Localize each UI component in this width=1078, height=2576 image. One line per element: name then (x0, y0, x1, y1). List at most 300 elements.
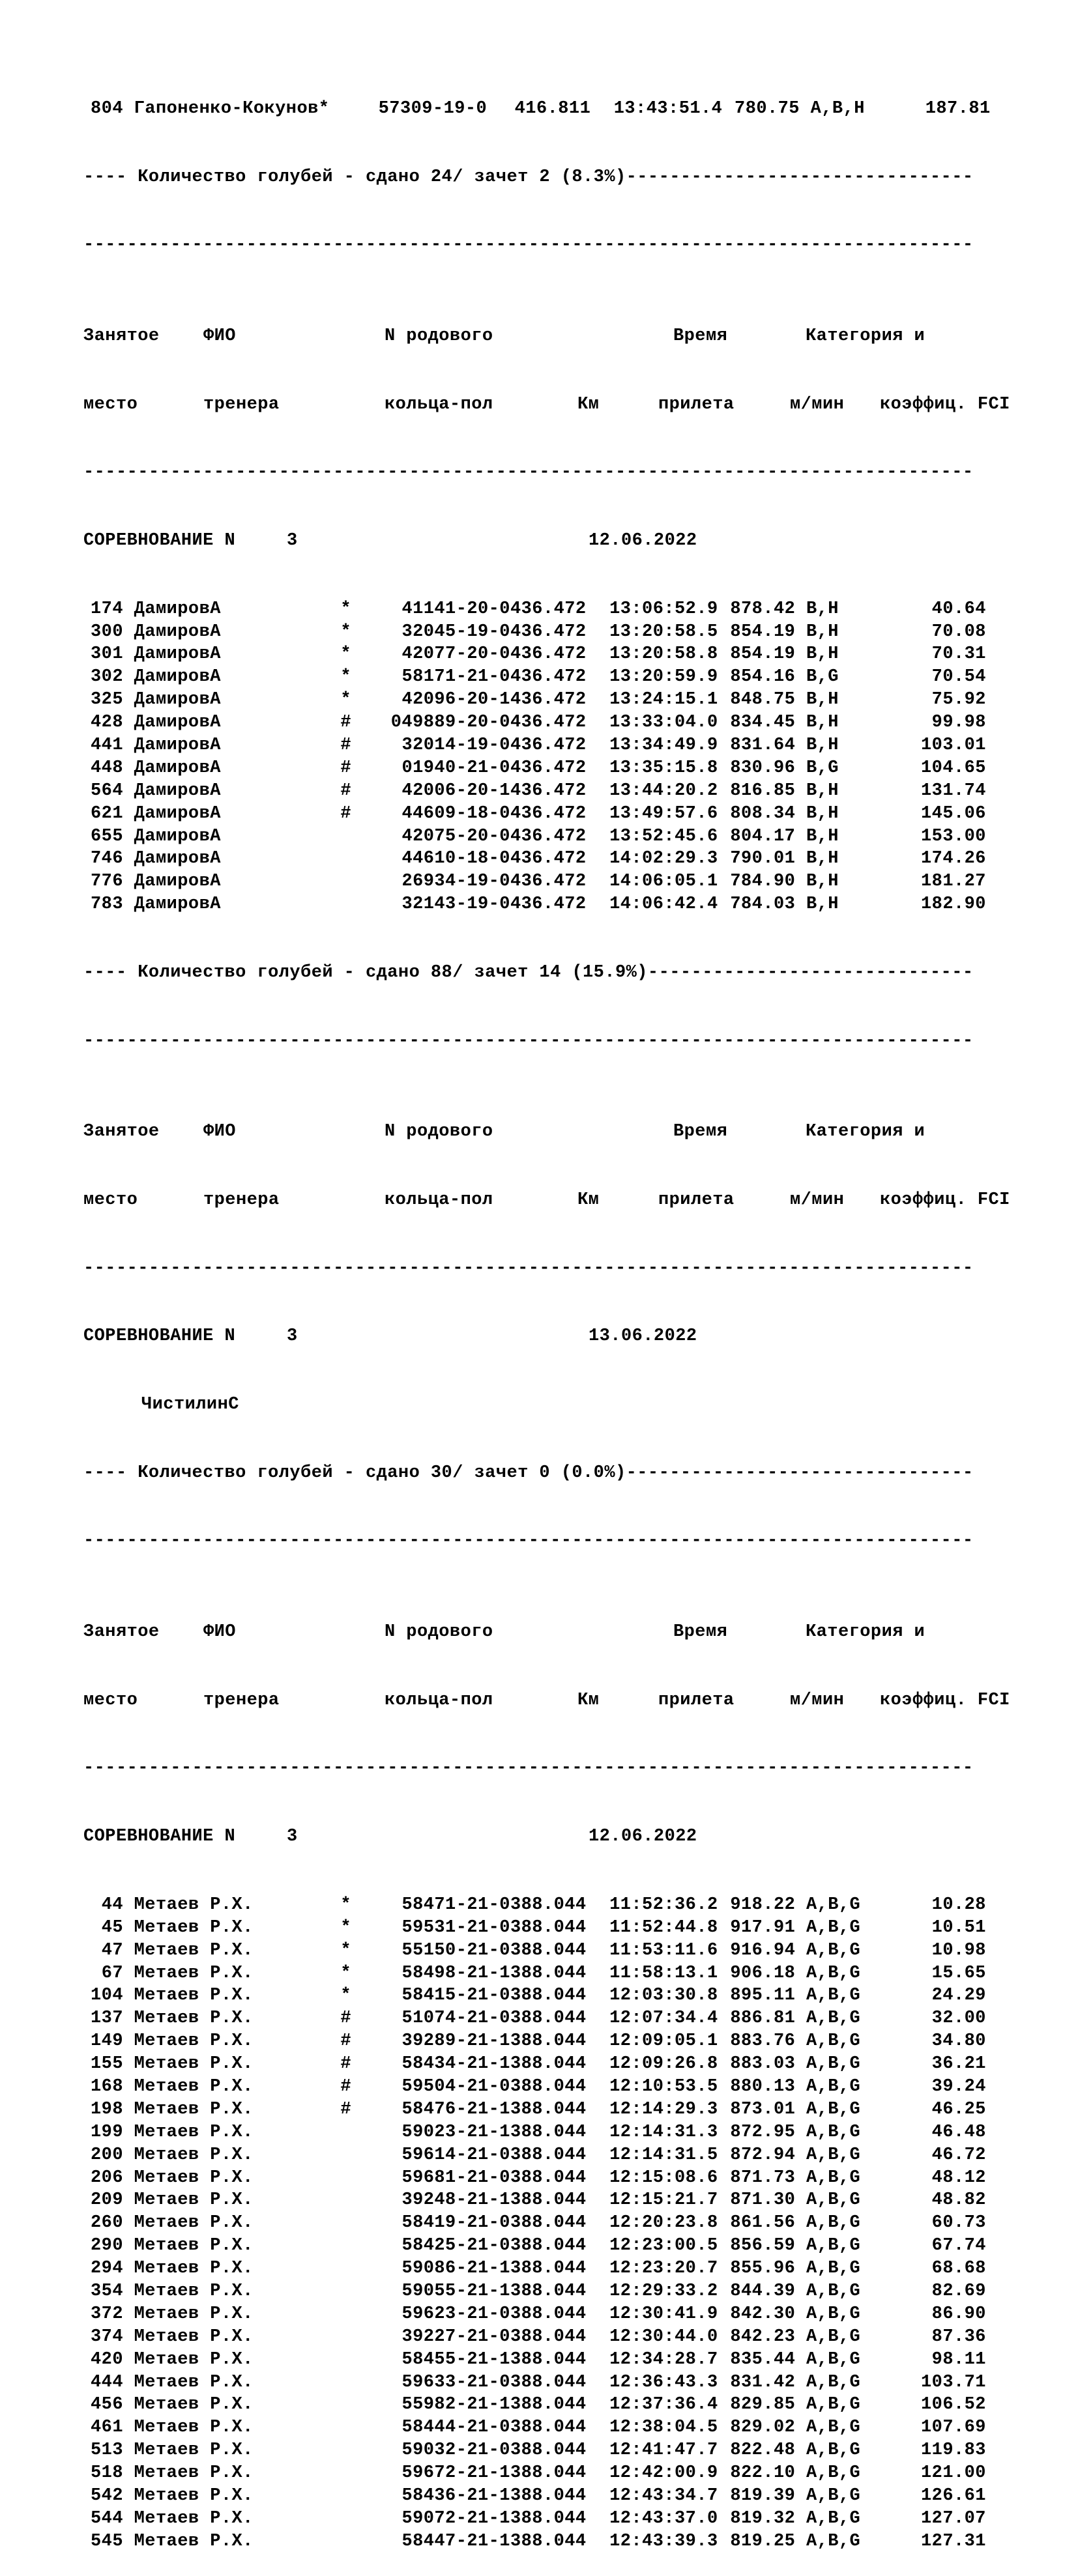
distance-km: 416.811 (514, 98, 591, 119)
place: 104 (91, 1986, 123, 2006)
category: A,B,G (806, 2031, 861, 2052)
distance-km: 436.472 (510, 872, 587, 892)
arrival-time: 13:44:20.2 (609, 780, 718, 801)
ring-number: 59672-21-1 (401, 2463, 510, 2483)
summary-line: ---- Количество голубей - сдано 88/ зачет 14 (15.9%)------------------------------ (83, 962, 974, 982)
table-header-row-1: Занятое ФИО N родового Время Категория и (83, 1122, 925, 1142)
category: A,B,G (806, 2395, 861, 2415)
place: 420 (91, 2349, 123, 2369)
arrival-time: 12:38:04.5 (609, 2418, 718, 2438)
mark: # (340, 2009, 351, 2029)
speed: 831.64 (730, 735, 796, 755)
mark: * (340, 644, 351, 665)
trainer-name: ДамировА (134, 667, 221, 687)
trainer-name: ДамировА (134, 599, 221, 619)
arrival-time: 12:14:31.3 (609, 2122, 718, 2142)
category: A,B,G (806, 2099, 861, 2119)
arrival-time: 12:07:34.4 (609, 2009, 718, 2029)
speed: 819.32 (730, 2508, 796, 2528)
table-row (83, 2121, 1010, 2144)
speed: 819.39 (730, 2486, 796, 2506)
mark: # (340, 2054, 351, 2074)
place: 513 (91, 2440, 123, 2461)
arrival-time: 13:06:52.9 (609, 599, 718, 619)
trainer-name: Метаев Р.Х. (134, 1963, 254, 1983)
distance-km: 388.044 (510, 1986, 587, 2006)
trainer-name: ДамировА (134, 622, 221, 642)
trainer-name: ДамировА (134, 872, 221, 892)
table-row (83, 2280, 1010, 2303)
table-row (83, 2189, 1010, 2212)
category: B,H (806, 690, 839, 710)
fci-coefficient: 46.48 (931, 2122, 986, 2142)
table-row (83, 1894, 1010, 1917)
distance-km: 388.044 (510, 2168, 587, 2188)
place: 444 (91, 2372, 123, 2392)
table-row (83, 2439, 1010, 2462)
distance-km: 388.044 (510, 2077, 587, 2097)
trainer-name: Метаев Р.Х. (134, 2486, 254, 2506)
table-row (83, 2462, 1010, 2485)
fci-coefficient: 126.61 (921, 2486, 986, 2506)
distance-km: 388.044 (510, 1963, 587, 1983)
place: 67 (101, 1963, 123, 1983)
fci-coefficient: 10.98 (931, 1940, 986, 1960)
arrival-time: 12:36:43.3 (609, 2372, 718, 2392)
table-row (83, 2007, 1010, 2030)
speed: 854.19 (730, 622, 796, 642)
place: 428 (91, 713, 123, 733)
table-row (83, 2349, 1010, 2371)
distance-km: 388.044 (510, 2282, 587, 2302)
speed: 829.85 (730, 2395, 796, 2415)
category: A,B,G (806, 2009, 861, 2029)
place: 206 (91, 2168, 123, 2188)
trainer-name: Метаев Р.Х. (134, 2395, 254, 2415)
speed: 895.11 (730, 1986, 796, 2006)
fci-coefficient: 40.64 (931, 599, 986, 619)
ring-number: 58419-21-0 (401, 2213, 510, 2233)
category: A,B,G (806, 2236, 861, 2256)
table-header-row-1: Занятое ФИО N родового Время Категория и (83, 1622, 925, 1642)
category: A,B,G (806, 2440, 861, 2461)
table-row (83, 2053, 1010, 2076)
arrival-time: 12:30:41.9 (609, 2304, 718, 2324)
trainer-name: ДамировА (134, 690, 221, 710)
speed: 906.18 (730, 1963, 796, 1983)
mark: * (340, 599, 351, 619)
category: A,B,G (806, 2326, 861, 2347)
place: 448 (91, 758, 123, 778)
table-row (83, 2485, 1010, 2508)
fci-coefficient: 182.90 (921, 894, 986, 915)
ring-number: 32143-19-0 (401, 894, 510, 915)
category: A,B,G (806, 2122, 861, 2142)
category: A,B,G (806, 2418, 861, 2438)
distance-km: 436.472 (510, 780, 587, 801)
place: 621 (91, 803, 123, 823)
place: 456 (91, 2395, 123, 2415)
fci-coefficient: 121.00 (921, 2463, 986, 2483)
arrival-time: 12:23:00.5 (609, 2236, 718, 2256)
place: 804 (91, 98, 123, 119)
ring-number: 59623-21-0 (401, 2304, 510, 2324)
fci-coefficient: 119.83 (921, 2440, 986, 2461)
distance-km: 388.044 (510, 2213, 587, 2233)
arrival-time: 12:09:05.1 (609, 2031, 718, 2052)
table-row (83, 2508, 1010, 2530)
competition-label: СОРЕВНОВАНИЕ N (83, 1827, 236, 1847)
distance-km: 436.472 (510, 622, 587, 642)
fci-coefficient: 103.71 (921, 2372, 986, 2392)
distance-km: 436.472 (510, 735, 587, 755)
category: A,B,G (806, 1940, 861, 1960)
distance-km: 388.044 (510, 2440, 587, 2461)
separator: ---------------------------------------------------------------------------------- (83, 463, 974, 483)
distance-km: 436.472 (510, 713, 587, 733)
competition-number: 3 (287, 1827, 298, 1847)
place: 545 (91, 2531, 123, 2551)
separator: ---------------------------------------------------------------------------------- (83, 1031, 974, 1051)
trainer-name: Метаев Р.Х. (134, 2349, 254, 2369)
ring-number: 51074-21-0 (401, 2009, 510, 2029)
place: 168 (91, 2077, 123, 2097)
distance-km: 388.044 (510, 2145, 587, 2165)
arrival-time: 13:20:58.5 (609, 622, 718, 642)
place: 198 (91, 2099, 123, 2119)
distance-km: 388.044 (510, 2054, 587, 2074)
speed: 880.13 (730, 2077, 796, 2097)
table-row (83, 757, 1010, 780)
ring-number: 42075-20-0 (401, 826, 510, 846)
competition-label: СОРЕВНОВАНИЕ N (83, 530, 236, 551)
ring-number: 32014-19-0 (401, 735, 510, 755)
competition-number: 3 (287, 530, 298, 551)
ring-number: 55982-21-1 (401, 2395, 510, 2415)
distance-km: 388.044 (510, 2190, 587, 2211)
ring-number: 42077-20-0 (401, 644, 510, 665)
fci-coefficient: 187.81 (925, 98, 991, 119)
speed: 844.39 (730, 2282, 796, 2302)
speed: 804.17 (730, 826, 796, 846)
ring-number: 39248-21-1 (401, 2190, 510, 2211)
distance-km: 388.044 (510, 2009, 587, 2029)
table-row (83, 689, 1010, 711)
speed: 842.30 (730, 2304, 796, 2324)
ring-number: 59032-21-0 (401, 2440, 510, 2461)
distance-km: 436.472 (510, 667, 587, 687)
trainer-name: ДамировА (134, 735, 221, 755)
ring-number: 59633-21-0 (401, 2372, 510, 2392)
table-row (83, 1917, 1010, 1939)
ring-number: 44610-18-0 (401, 849, 510, 869)
table-row (83, 598, 1010, 621)
speed: 883.03 (730, 2054, 796, 2074)
trainer-name: Метаев Р.Х. (134, 1940, 254, 1960)
mark: * (340, 1963, 351, 1983)
mark: # (340, 2031, 351, 2052)
fci-coefficient: 70.54 (931, 667, 986, 687)
category: A,B,G (806, 1963, 861, 1983)
ring-number: 049889-20-0 (390, 713, 510, 733)
category: B,H (806, 803, 839, 823)
trainer-name: Метаев Р.Х. (134, 2440, 254, 2461)
arrival-time: 12:14:29.3 (609, 2099, 718, 2119)
category: A,B,G (806, 2372, 861, 2392)
table-row (83, 870, 1010, 893)
speed: 834.45 (730, 713, 796, 733)
mark: * (340, 1986, 351, 2006)
table-row (83, 734, 1010, 757)
ring-number: 58434-21-1 (401, 2054, 510, 2074)
ring-number: 58444-21-0 (401, 2418, 510, 2438)
fci-coefficient: 48.82 (931, 2190, 986, 2211)
mark: # (340, 735, 351, 755)
table-row (83, 1939, 1010, 1962)
speed: 916.94 (730, 1940, 796, 1960)
speed: 830.96 (730, 758, 796, 778)
arrival-time: 13:35:15.8 (609, 758, 718, 778)
category: B,H (806, 894, 839, 915)
fci-coefficient: 181.27 (921, 872, 986, 892)
competition-date: 12.06.2022 (589, 530, 697, 551)
speed: 831.42 (730, 2372, 796, 2392)
trainer-name: Метаев Р.Х. (134, 1917, 254, 1938)
arrival-time: 12:37:36.4 (609, 2395, 718, 2415)
place: 776 (91, 872, 123, 892)
fci-coefficient: 174.26 (921, 849, 986, 869)
trainer-name: Гапоненко-Кокунов* (134, 98, 330, 119)
mark: # (340, 780, 351, 801)
category: A,B,G (806, 1917, 861, 1938)
ring-number: 58425-21-0 (401, 2236, 510, 2256)
trainer-name: Метаев Р.Х. (134, 2282, 254, 2302)
fci-coefficient: 127.07 (921, 2508, 986, 2528)
category: A,B,G (806, 2282, 861, 2302)
category: A,B,G (806, 2531, 861, 2551)
trainer-name: Метаев Р.Х. (134, 2145, 254, 2165)
results-table-1 (83, 598, 1010, 916)
trainer-name: Метаев Р.Х. (134, 2077, 254, 2097)
table-row (83, 2076, 1010, 2098)
speed: 855.96 (730, 2259, 796, 2279)
place: 174 (91, 599, 123, 619)
arrival-time: 12:30:44.0 (609, 2326, 718, 2347)
ring-number: 59681-21-0 (401, 2168, 510, 2188)
arrival-time: 14:06:05.1 (609, 872, 718, 892)
category: A,B,G (806, 1986, 861, 2006)
fci-coefficient: 10.51 (931, 1917, 986, 1938)
trainer-name: ДамировА (134, 803, 221, 823)
speed: 822.10 (730, 2463, 796, 2483)
separator: ---------------------------------------------------------------------------------- (83, 1758, 974, 1779)
distance-km: 388.044 (510, 2372, 587, 2392)
mark: * (340, 1940, 351, 1960)
trainer-name: ЧистилинС (141, 1395, 239, 1415)
fci-coefficient: 48.12 (931, 2168, 986, 2188)
trainer-name: Метаев Р.Х. (134, 2031, 254, 2052)
arrival-time: 13:33:04.0 (609, 713, 718, 733)
trainer-name: Метаев Р.Х. (134, 2259, 254, 2279)
category: B,H (806, 622, 839, 642)
results-table-2 (83, 1894, 1010, 2553)
speed: 848.75 (730, 690, 796, 710)
table-row (83, 2235, 1010, 2257)
speed: 917.91 (730, 1917, 796, 1938)
ring-number: 58498-21-1 (401, 1963, 510, 1983)
category: A,B,G (806, 2145, 861, 2165)
arrival-time: 13:20:58.8 (609, 644, 718, 665)
table-row (83, 2144, 1010, 2167)
fci-coefficient: 39.24 (931, 2077, 986, 2097)
speed: 854.19 (730, 644, 796, 665)
mark: * (340, 667, 351, 687)
ring-number: 39227-21-0 (401, 2326, 510, 2347)
trainer-name: Метаев Р.Х. (134, 2304, 254, 2324)
speed: 784.03 (730, 894, 796, 915)
fci-coefficient: 15.65 (931, 1963, 986, 1983)
category: A,B,G (806, 2349, 861, 2369)
trainer-name: ДамировА (134, 758, 221, 778)
category: B,H (806, 713, 839, 733)
trainer-name: Метаев Р.Х. (134, 2213, 254, 2233)
fci-coefficient: 32.00 (931, 2009, 986, 2029)
fci-coefficient: 107.69 (921, 2418, 986, 2438)
distance-km: 388.044 (510, 2395, 587, 2415)
place: 354 (91, 2282, 123, 2302)
place: 260 (91, 2213, 123, 2233)
trainer-name: Метаев Р.Х. (134, 2463, 254, 2483)
table-row (83, 2326, 1010, 2349)
arrival-time: 11:52:36.2 (609, 1895, 718, 1915)
competition-header (83, 1825, 1010, 1848)
arrival-time: 12:41:47.7 (609, 2440, 718, 2461)
fci-coefficient: 99.98 (931, 713, 986, 733)
separator: ---------------------------------------------------------------------------------- (83, 1258, 974, 1278)
distance-km: 436.472 (510, 599, 587, 619)
speed: 854.16 (730, 667, 796, 687)
place: 372 (91, 2304, 123, 2324)
place: 47 (101, 1940, 123, 1960)
place: 441 (91, 735, 123, 755)
category: A,B,G (806, 2190, 861, 2211)
speed: 873.01 (730, 2099, 796, 2119)
fci-coefficient: 10.28 (931, 1895, 986, 1915)
trainer-name: ДамировА (134, 849, 221, 869)
arrival-time: 12:42:00.9 (609, 2463, 718, 2483)
fci-coefficient: 68.68 (931, 2259, 986, 2279)
distance-km: 436.472 (510, 758, 587, 778)
arrival-time: 12:29:33.2 (609, 2282, 718, 2302)
distance-km: 388.044 (510, 2099, 587, 2119)
distance-km: 388.044 (510, 1940, 587, 1960)
table-row (83, 2394, 1010, 2416)
place: 294 (91, 2259, 123, 2279)
arrival-time: 12:43:37.0 (609, 2508, 718, 2528)
fci-coefficient: 127.31 (921, 2531, 986, 2551)
table-row (83, 825, 1010, 848)
ring-number: 58476-21-1 (401, 2099, 510, 2119)
speed: 816.85 (730, 780, 796, 801)
arrival-time: 12:10:53.5 (609, 2077, 718, 2097)
category: A,B,G (806, 2259, 861, 2279)
ring-number: 01940-21-0 (401, 758, 510, 778)
table-row (83, 2257, 1010, 2280)
ring-number: 59023-21-1 (401, 2122, 510, 2142)
competition-label: СОРЕВНОВАНИЕ N (83, 1326, 236, 1347)
trainer-name: Метаев Р.Х. (134, 2418, 254, 2438)
speed: 784.90 (730, 872, 796, 892)
distance-km: 388.044 (510, 2304, 587, 2324)
distance-km: 388.044 (510, 2508, 587, 2528)
place: 564 (91, 780, 123, 801)
distance-km: 388.044 (510, 2531, 587, 2551)
speed: 871.30 (730, 2190, 796, 2211)
trainer-name: Метаев Р.Х. (134, 2372, 254, 2392)
table-row (83, 848, 1010, 870)
arrival-time: 12:14:31.5 (609, 2145, 718, 2165)
category: B,H (806, 780, 839, 801)
mark: # (340, 2099, 351, 2119)
place: 45 (101, 1917, 123, 1938)
table-header-row-1: Занятое ФИО N родового Время Категория и (83, 326, 925, 346)
distance-km: 436.472 (510, 894, 587, 915)
arrival-time: 12:03:30.8 (609, 1986, 718, 2006)
fci-coefficient: 75.92 (931, 690, 986, 710)
mark: # (340, 713, 351, 733)
arrival-time: 11:58:13.1 (609, 1963, 718, 1983)
ring-number: 57309-19-0 (378, 98, 488, 119)
speed: 856.59 (730, 2236, 796, 2256)
distance-km: 388.044 (510, 2031, 587, 2052)
arrival-time: 14:02:29.3 (609, 849, 718, 869)
mark: * (340, 1917, 351, 1938)
summary-line: ---- Количество голубей - сдано 24/ зачет 2 (8.3%)-------------------------------- (83, 167, 974, 187)
category: B,G (806, 667, 839, 687)
place: 374 (91, 2326, 123, 2347)
table-row (83, 2371, 1010, 2394)
distance-km: 388.044 (510, 2486, 587, 2506)
arrival-time: 12:15:08.6 (609, 2168, 718, 2188)
category: B,H (806, 826, 839, 846)
mark: * (340, 690, 351, 710)
ring-number: 39289-21-1 (401, 2031, 510, 2052)
fci-coefficient: 36.21 (931, 2054, 986, 2074)
place: 325 (91, 690, 123, 710)
ring-number: 58471-21-0 (401, 1895, 510, 1915)
trainer-name: ДамировА (134, 826, 221, 846)
ring-number: 55150-21-0 (401, 1940, 510, 1960)
table-row (83, 2098, 1010, 2121)
place: 149 (91, 2031, 123, 2052)
arrival-time: 13:43:51.4 (613, 98, 723, 119)
race-results-report (83, 52, 1010, 2576)
speed: 886.81 (730, 2009, 796, 2029)
trainer-name: Метаев Р.Х. (134, 2531, 254, 2551)
top-result-row (83, 98, 1010, 121)
ring-number: 59055-21-1 (401, 2282, 510, 2302)
table-header-row-2: место тренера кольца-пол Км прилета м/мин коэффиц. FCI (83, 394, 1010, 414)
ring-number: 42006-20-1 (401, 780, 510, 801)
arrival-time: 12:23:20.7 (609, 2259, 718, 2279)
place: 209 (91, 2190, 123, 2211)
speed: 819.25 (730, 2531, 796, 2551)
mark: # (340, 803, 351, 823)
separator: ---------------------------------------------------------------------------------- (83, 1531, 974, 1551)
speed: 829.02 (730, 2418, 796, 2438)
competition-number: 3 (287, 1326, 298, 1347)
category: B,H (806, 872, 839, 892)
